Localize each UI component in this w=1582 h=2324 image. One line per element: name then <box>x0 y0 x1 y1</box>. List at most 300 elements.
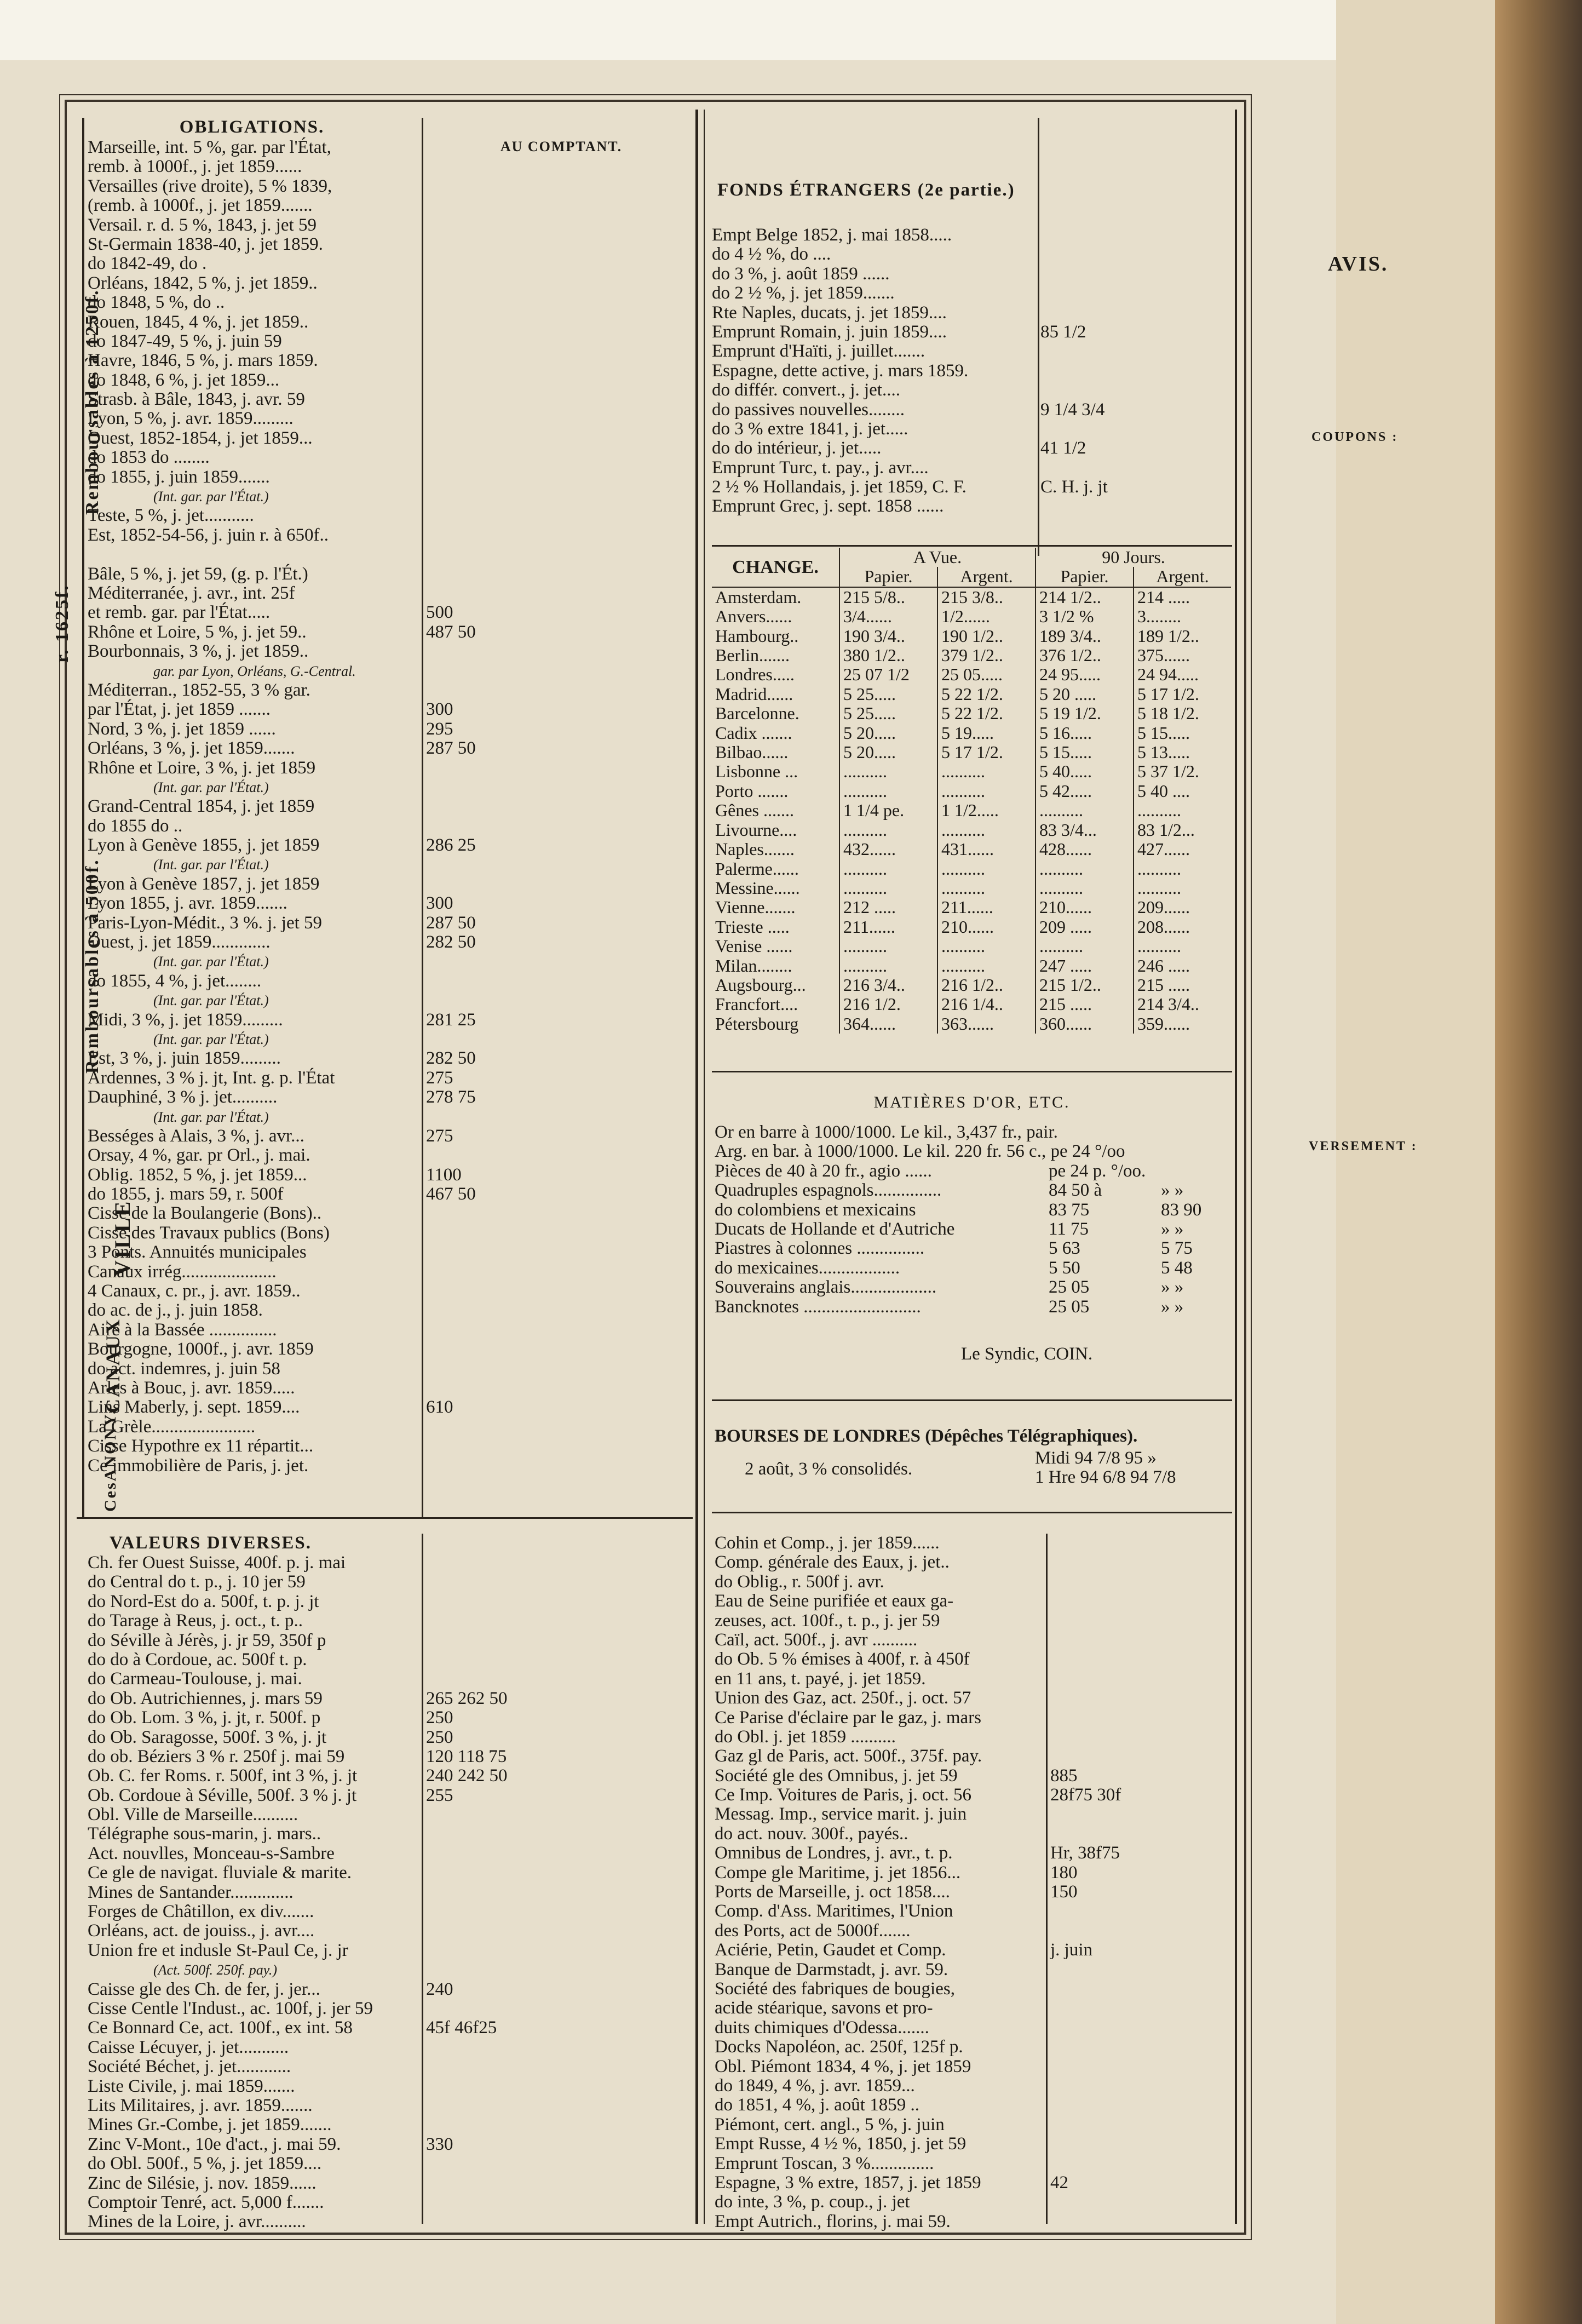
change-rate: 379 1/2.. <box>937 646 1036 665</box>
list-item: Comp. d'Ass. Maritimes, l'Union <box>715 1901 953 1921</box>
list-item: do Nord-Est do a. 500f, t. p. j. jt <box>88 1591 319 1611</box>
list-value <box>426 1379 590 1398</box>
list-item: Emprunt Turc, t. pay., j. avr.... <box>712 457 929 478</box>
list-value: 84 50 à <box>1049 1180 1102 1201</box>
list-item: do ac. de j., j. juin 1858. <box>88 1300 263 1321</box>
list-item: Ce gle de navigat. fluviale & marite. <box>88 1863 352 1883</box>
change-city: Pétersbourg <box>712 1014 839 1034</box>
list-value <box>1050 2154 1231 2173</box>
list-item: Télégraphe sous-marin, j. mars.. <box>88 1824 321 1844</box>
a-vue-heading: A Vue. <box>839 548 1036 567</box>
list-value: » » <box>1161 1180 1184 1201</box>
list-value: 5 48 <box>1161 1258 1193 1278</box>
list-value <box>1050 1999 1231 2018</box>
list-value <box>426 235 590 254</box>
list-value <box>1161 1123 1238 1142</box>
list-value <box>426 1921 689 1941</box>
list-value: 278 75 <box>426 1087 476 1108</box>
list-value <box>426 991 590 1010</box>
list-value <box>1050 1747 1231 1766</box>
change-rate: .......... <box>839 937 937 956</box>
list-value: 287 50 <box>426 738 476 759</box>
list-item: Mines Gr.-Combe, j. jet 1859....... <box>88 2115 332 2135</box>
list-value <box>426 565 590 584</box>
change-rate: .......... <box>839 879 937 898</box>
change-rate: 5 19..... <box>937 724 1036 743</box>
list-value: C. H. j. jt <box>1040 477 1108 497</box>
list-item: Espagne, 3 % extre, 1857, j. jet 1859 <box>715 2172 981 2193</box>
syndic-signature: Le Syndic, COIN. <box>961 1344 1093 1364</box>
table-row <box>712 840 1231 859</box>
list-value <box>1050 2038 1231 2057</box>
list-item: do 1855 do .. <box>88 816 183 836</box>
list-item: Lyon, 5 %, j. avr. 1859......... <box>88 409 294 429</box>
change-bottom-rule <box>712 1071 1232 1072</box>
list-value <box>426 254 590 273</box>
list-item: Orléans, 1842, 5 %, j. jet 1859.. <box>88 273 318 293</box>
list-item: Strasb. à Bâle, 1843, j. avr. 59 <box>88 389 305 410</box>
list-item: do 1848, 5 %, do .. <box>88 292 225 313</box>
list-item: Rhône et Loire, 3 %, j. jet 1859 <box>88 758 316 778</box>
change-city: Bilbao...... <box>712 743 839 762</box>
list-value: 330 <box>426 2134 453 2154</box>
change-rate: 83 1/2... <box>1137 819 1195 840</box>
list-item: Zinc de Silésie, j. nov. 1859...... <box>88 2173 317 2193</box>
list-value <box>1050 1689 1231 1708</box>
change-rate: 5 22 1/2. <box>937 685 1036 704</box>
list-value <box>1161 1162 1238 1181</box>
change-rate: .......... <box>937 859 1036 879</box>
list-value <box>1040 458 1227 478</box>
list-value <box>426 293 590 312</box>
list-value: 487 50 <box>426 622 476 642</box>
list-item: Ports de Marseille, j. oct 1858.... <box>715 1882 950 1902</box>
list-item: do Ob. Saragosse, 500f. 3 %, j. jt <box>88 1727 327 1747</box>
list-item: do 1842-49, do . <box>88 254 207 274</box>
avis-label: AVIS. <box>1328 253 1389 276</box>
change-city: Hambourg.. <box>712 627 839 646</box>
table-row <box>712 820 1231 840</box>
table-row <box>712 665 1231 684</box>
list-item: duits chimiques d'Odessa....... <box>715 2017 929 2038</box>
list-value <box>426 409 590 428</box>
list-value <box>426 2193 689 2212</box>
list-item: (Act. 500f. 250f. pay.) <box>153 1962 278 1978</box>
list-item: Midi, 3 %, j. jet 1859......... <box>88 1009 283 1030</box>
list-item: Versailles (rive droite), 5 % 1839, <box>88 176 332 196</box>
list-item: Omnibus de Londres, j. avr., t. p. <box>715 1843 953 1863</box>
list-value <box>426 1418 590 1437</box>
list-value <box>1050 1553 1231 1572</box>
list-item: Bességes à Alais, 3 %, j. avr... <box>88 1126 304 1146</box>
table-row <box>712 898 1231 917</box>
valeurs-values <box>426 1553 689 2232</box>
list-item: (remb. à 1000f., j. jet 1859....... <box>88 196 313 216</box>
change-rate: 5 20..... <box>839 743 937 762</box>
list-item: Souverains anglais................... <box>715 1277 937 1298</box>
list-item: Lits Militaires, j. avr. 1859....... <box>88 2095 313 2115</box>
list-item: Cisse des Travaux publics (Bons) <box>88 1223 330 1243</box>
list-item: zeuses, act. 100f., t. p., j. jer 59 <box>715 1610 940 1631</box>
list-value <box>426 1669 689 1689</box>
list-item: Ce immobilière de Paris, j. jet. <box>88 1455 309 1476</box>
valeurs-heading: VALEURS DIVERSES. <box>110 1533 312 1553</box>
list-value <box>1050 1805 1231 1824</box>
list-item: Rhône et Loire, 5 %, j. jet 59.. <box>88 622 307 642</box>
list-value <box>1050 1669 1231 1689</box>
list-item: do Obl. j. jet 1859 .......... <box>715 1726 896 1747</box>
list-value <box>426 584 590 603</box>
change-rate: .......... <box>839 762 937 781</box>
r1625-label: r. 1625f. <box>52 584 72 663</box>
list-value <box>1049 1123 1147 1142</box>
list-value <box>1040 284 1227 303</box>
change-rate: .......... <box>937 937 1036 956</box>
bourses-heading: BOURSES DE LONDRES (Dépêches Télégraphiques). <box>715 1426 1138 1446</box>
list-item: do Carmeau-Toulouse, j. mai. <box>88 1669 302 1689</box>
change-rate: 25 07 1/2 <box>839 665 937 684</box>
table-row <box>712 1014 1231 1034</box>
change-rate: 24 95..... <box>1036 665 1134 684</box>
list-item: Emprunt d'Haïti, j. juillet....... <box>712 341 925 361</box>
list-value <box>426 855 590 874</box>
list-value <box>1050 1631 1231 1650</box>
bourses-top-rule <box>712 1399 1232 1401</box>
list-value <box>1040 245 1227 264</box>
list-item: Canaux irrég..................... <box>88 1261 277 1282</box>
list-value: 295 <box>426 719 453 739</box>
list-item: do Ob. Lom. 3 %, j. jt, r. 500f. p <box>88 1708 321 1728</box>
change-city: Lisbonne ... <box>712 762 839 781</box>
change-city: Vienne....... <box>712 898 839 917</box>
obligations-heading: OBLIGATIONS. <box>179 117 325 137</box>
table-row <box>712 879 1231 898</box>
list-value <box>426 1359 590 1379</box>
list-item: gar. par Lyon, Orléans, G.-Central. <box>153 663 356 679</box>
matieres-values-a <box>1049 1123 1147 1317</box>
list-value: 240 <box>426 1979 453 1999</box>
list-value <box>426 506 590 525</box>
change-rate: 83 3/4... <box>1036 820 1134 840</box>
change-city: Londres..... <box>712 665 839 684</box>
list-value <box>426 1340 590 1359</box>
list-item: Quadruples espagnols............... <box>715 1180 942 1201</box>
list-item: Pièces de 40 à 20 fr., agio ...... <box>715 1161 932 1181</box>
list-item: Ducats de Hollande et d'Autriche <box>715 1219 955 1239</box>
list-item: acide stéarique, savons et pro- <box>715 1998 933 2018</box>
list-value: 500 <box>426 602 453 623</box>
change-rate: 190 1/2.. <box>937 627 1036 646</box>
list-value <box>426 157 590 176</box>
list-value <box>426 2115 689 2134</box>
change-rate: 359...... <box>1137 1013 1190 1034</box>
change-rate: 5 42..... <box>1036 782 1134 801</box>
list-value <box>426 1263 590 1282</box>
list-value <box>1050 2096 1231 2115</box>
valeurs-top-rule <box>77 1517 693 1519</box>
change-rate: 209 ..... <box>1036 917 1134 937</box>
list-value: 300 <box>426 893 453 914</box>
change-rate: .......... <box>1036 801 1134 820</box>
list-value <box>426 817 590 836</box>
list-item: Obl. Ville de Marseille.......... <box>88 1805 298 1825</box>
list-item: Arles à Bouc, j. avr. 1859..... <box>88 1378 295 1398</box>
list-value: 281 25 <box>426 1009 476 1030</box>
list-item: Caisse Lécuyer, j. jet........... <box>88 2037 289 2057</box>
list-value <box>426 1941 689 1960</box>
list-value <box>426 390 590 409</box>
list-item: Aire à la Bassée ............... <box>88 1319 277 1340</box>
list-item: (Int. gar. par l'État.) <box>153 489 269 505</box>
table-row <box>712 859 1231 879</box>
bourses-bottom-rule <box>712 1512 1232 1513</box>
list-item: Union des Gaz, act. 250f., j. oct. 57 <box>715 1688 971 1708</box>
coupons-label: COUPONS : <box>1311 430 1399 444</box>
list-item: Empt Autrich., florins, j. mai 59. <box>715 2211 951 2231</box>
list-item: do 1855, j. mars 59, r. 500f <box>88 1184 284 1204</box>
list-item: Eau de Seine purifiée et eaux ga- <box>715 1591 954 1611</box>
list-value <box>426 468 590 487</box>
list-item: do act. nouv. 300f., payés.. <box>715 1823 908 1844</box>
list-item: Grand-Central 1854, j. jet 1859 <box>88 796 315 817</box>
list-value <box>1040 497 1227 516</box>
list-item: do 1849, 4 %, j. avr. 1859... <box>715 2075 915 2096</box>
list-value <box>426 1243 590 1262</box>
list-item: Aciérie, Petin, Gaudet et Comp. <box>715 1940 946 1960</box>
change-rate: 375...... <box>1137 645 1190 665</box>
list-item: Arg. en bar. à 1000/1000. Le kil. 220 fr. 56 c., pe 24 °/oo <box>715 1141 1125 1162</box>
list-value <box>426 1902 689 1921</box>
list-value: 282 50 <box>426 932 476 952</box>
list-value <box>1040 420 1227 439</box>
papier-heading-1: Papier. <box>839 567 937 587</box>
list-item: do 1855, 4 %, j. jet........ <box>88 971 262 991</box>
change-rate: 360...... <box>1036 1014 1134 1034</box>
remb-1250-label: Remboursables à 1250f. <box>82 289 102 515</box>
table-row <box>712 743 1231 762</box>
change-rate: 189 3/4.. <box>1036 627 1134 646</box>
change-rate: 212 ..... <box>839 898 937 917</box>
list-item: Emprunt Grec, j. sept. 1858 ...... <box>712 496 944 517</box>
list-value <box>1050 2212 1231 2231</box>
list-value <box>1050 2018 1231 2038</box>
list-item: Mines de Santander.............. <box>88 1882 294 1902</box>
list-item: Orléans, act. de jouiss., j. avr.... <box>88 1921 315 1941</box>
next-page-edge <box>1495 0 1582 2324</box>
list-value: 300 <box>426 699 453 720</box>
list-value <box>1050 1728 1231 1747</box>
list-item: Caisse gle des Ch. de fer, j. jer... <box>88 1979 320 1999</box>
valeurs-list <box>88 1553 419 2232</box>
list-value <box>426 216 590 235</box>
valeurs2-list <box>715 1534 1043 2231</box>
list-value <box>426 2096 689 2115</box>
change-rate: 215 1/2.. <box>1036 975 1134 995</box>
list-item: Ardennes, 3 % j. jt, Int. g. p. l'État <box>88 1068 335 1088</box>
table-row <box>712 937 1231 956</box>
change-rate: 189 1/2.. <box>1137 626 1199 646</box>
list-item: (Int. gar. par l'État.) <box>153 857 269 873</box>
list-value: 5 50 <box>1049 1258 1080 1278</box>
list-value <box>426 1204 590 1223</box>
change-rate: 214 1/2.. <box>1036 587 1134 607</box>
list-item: do 3 % extre 1841, j. jet..... <box>712 418 908 439</box>
center-column-rule <box>695 110 698 2224</box>
list-value <box>1161 1142 1238 1161</box>
list-value <box>426 332 590 351</box>
list-value <box>1040 381 1227 400</box>
list-value <box>426 2057 689 2076</box>
list-item: do colombiens et mexicains <box>715 1200 916 1220</box>
list-value <box>426 1844 689 1863</box>
list-value: 5 63 <box>1049 1238 1080 1259</box>
table-row <box>712 762 1231 781</box>
change-rate: 5 15..... <box>1036 743 1134 762</box>
list-value: 83 75 <box>1049 1200 1090 1220</box>
change-rate: .......... <box>839 782 937 801</box>
list-item: La Grèle....................... <box>88 1416 256 1437</box>
list-value <box>426 138 590 157</box>
bourses-hre: 1 Hre 94 6/8 94 7/8 <box>1035 1467 1176 1487</box>
list-value <box>426 2212 689 2231</box>
list-item: do mexicaines.................. <box>715 1258 900 1278</box>
table-row <box>712 975 1231 995</box>
change-city: Porto ....... <box>712 782 839 801</box>
list-item: do 1855, j. juin 1859....... <box>88 467 270 487</box>
change-table-wrap <box>712 548 1232 1034</box>
list-value <box>1050 1708 1231 1728</box>
list-value <box>426 1631 689 1650</box>
change-rate: 5 15..... <box>1137 722 1190 743</box>
table-row <box>712 646 1231 665</box>
list-item: Emprunt Romain, j. juin 1859.... <box>712 322 947 342</box>
list-item: Zinc V-Mont., 10e d'act., j. mai 59. <box>88 2134 341 2154</box>
list-item: Empt Belge 1852, j. mai 1858..... <box>712 225 952 245</box>
table-row <box>712 685 1231 704</box>
list-value: 610 <box>426 1397 453 1418</box>
list-item: 3 Ponts. Annuités municipales <box>88 1242 307 1263</box>
list-item: (Int. gar. par l'État.) <box>153 954 269 970</box>
list-item: Oblig. 1852, 5 %, j. jet 1859... <box>88 1164 307 1185</box>
remb-500-label: Remboursables à 500f. <box>82 858 102 1074</box>
canaux-label: CANAUX <box>102 1318 124 1413</box>
list-item: do 4 ½ %, do .... <box>712 244 831 265</box>
change-rate: 246 ..... <box>1137 955 1190 975</box>
list-value <box>426 1282 590 1301</box>
list-item: Caïl, act. 500f., j. avr .......... <box>715 1629 918 1650</box>
list-value: Hr, 38f75 <box>1050 1843 1120 1863</box>
list-item: Rte Naples, ducats, j. jet 1859.... <box>712 302 947 323</box>
list-value: 255 <box>426 1785 453 1805</box>
change-rate: 216 1/4.. <box>937 995 1036 1014</box>
list-value <box>426 526 590 545</box>
change-rate: 210...... <box>937 917 1036 937</box>
list-item: Cisse Centle l'Indust., ac. 100f, j. jer 59 <box>88 1998 373 2018</box>
list-value <box>426 1573 689 1592</box>
change-rate: 209...... <box>1137 897 1190 917</box>
argent-heading-1: Argent. <box>937 567 1036 587</box>
change-city: Palerme...... <box>712 859 839 879</box>
list-value: 1100 <box>426 1164 462 1185</box>
list-value: 180 <box>1050 1862 1078 1883</box>
list-value: 25 05 <box>1049 1296 1090 1317</box>
change-rate: 5 22 1/2. <box>937 704 1036 723</box>
list-value: 287 50 <box>426 913 476 933</box>
list-item <box>88 545 419 564</box>
list-item: do do à Cordoue, ac. 500f t. p. <box>88 1649 307 1669</box>
list-item: Ce Bonnard Ce, act. 100f., ex int. 58 <box>88 2018 353 2038</box>
list-value <box>1040 342 1227 361</box>
list-item: Comptoir Tenré, act. 5,000 f....... <box>88 2192 324 2212</box>
list-item: (Int. gar. par l'État.) <box>153 992 269 1009</box>
list-value: 240 242 50 <box>426 1766 508 1786</box>
change-city: Milan........ <box>712 956 839 975</box>
list-value: 275 <box>426 1126 453 1146</box>
list-item: Piémont, cert. angl., 5 %, j. juin <box>715 2114 945 2134</box>
list-item: Lyon 1855, j. avr. 1859....... <box>88 893 287 914</box>
list-value: 42 <box>1050 2172 1068 2193</box>
table-row <box>712 607 1231 626</box>
list-item: (Int. gar. par l'État.) <box>153 1031 269 1047</box>
change-rate: 214 ..... <box>1137 587 1190 607</box>
list-item: Méditerran., 1852-55, 3 % gar. <box>88 680 310 700</box>
change-rate: 215 ..... <box>1036 995 1134 1014</box>
list-item: Marseille, int. 5 %, gar. par l'État, <box>88 137 331 157</box>
change-rate: 216 1/2. <box>839 995 937 1014</box>
list-value <box>426 1030 590 1049</box>
list-item: Ob. Cordoue à Séville, 500f. 3 % j. jt <box>88 1785 357 1805</box>
list-item: Emprunt Toscan, 3 %.............. <box>715 2153 934 2173</box>
list-item: Messag. Imp., service marit. j. juin <box>715 1804 967 1824</box>
list-item: do Central do t. p., j. 10 jer 59 <box>88 1572 306 1592</box>
change-rate: 3........ <box>1137 606 1181 627</box>
list-item: des Ports, act de 5000f....... <box>715 1920 911 1941</box>
change-rate: 5 20..... <box>839 724 937 743</box>
valeurs2-value-rule <box>1046 1534 1048 2224</box>
list-value <box>426 2174 689 2193</box>
list-item: do Séville à Jérès, j. jr 59, 350f p <box>88 1630 326 1650</box>
list-value <box>426 487 590 506</box>
list-value <box>426 662 590 681</box>
table-row <box>712 956 1231 975</box>
change-rate: .......... <box>839 956 937 975</box>
change-rate: .......... <box>1137 858 1181 879</box>
change-rate: 5 17 1/2. <box>1137 684 1199 704</box>
list-value <box>426 972 590 991</box>
fonds-value-rule <box>1038 118 1039 556</box>
obligations-values <box>426 138 590 1476</box>
change-rate: 1 1/2..... <box>937 801 1036 820</box>
list-value: 150 <box>1050 1882 1078 1902</box>
list-value <box>426 371 590 390</box>
change-rate: 5 20 ..... <box>1036 685 1134 704</box>
change-city: Augsbourg... <box>712 975 839 995</box>
list-item: Havre, 1846, 5 %, j. mars 1859. <box>88 351 318 371</box>
valeurs2-values <box>1050 1534 1231 2231</box>
list-value <box>1050 2115 1231 2134</box>
list-value <box>426 2154 689 2173</box>
obligations-list <box>88 138 419 1476</box>
list-value <box>426 1999 689 2018</box>
list-item: do act. indemres, j. juin 58 <box>88 1358 280 1379</box>
list-value <box>426 1456 590 1476</box>
table-row <box>712 917 1231 937</box>
fonds-heading: FONDS ÉTRANGERS (2e partie.) <box>717 180 1015 200</box>
change-city: Francfort.... <box>712 995 839 1014</box>
list-item: 2 ½ % Hollandais, j. jet 1859, C. F. <box>712 477 967 497</box>
list-value <box>426 448 590 467</box>
change-city: Anvers...... <box>712 607 839 626</box>
